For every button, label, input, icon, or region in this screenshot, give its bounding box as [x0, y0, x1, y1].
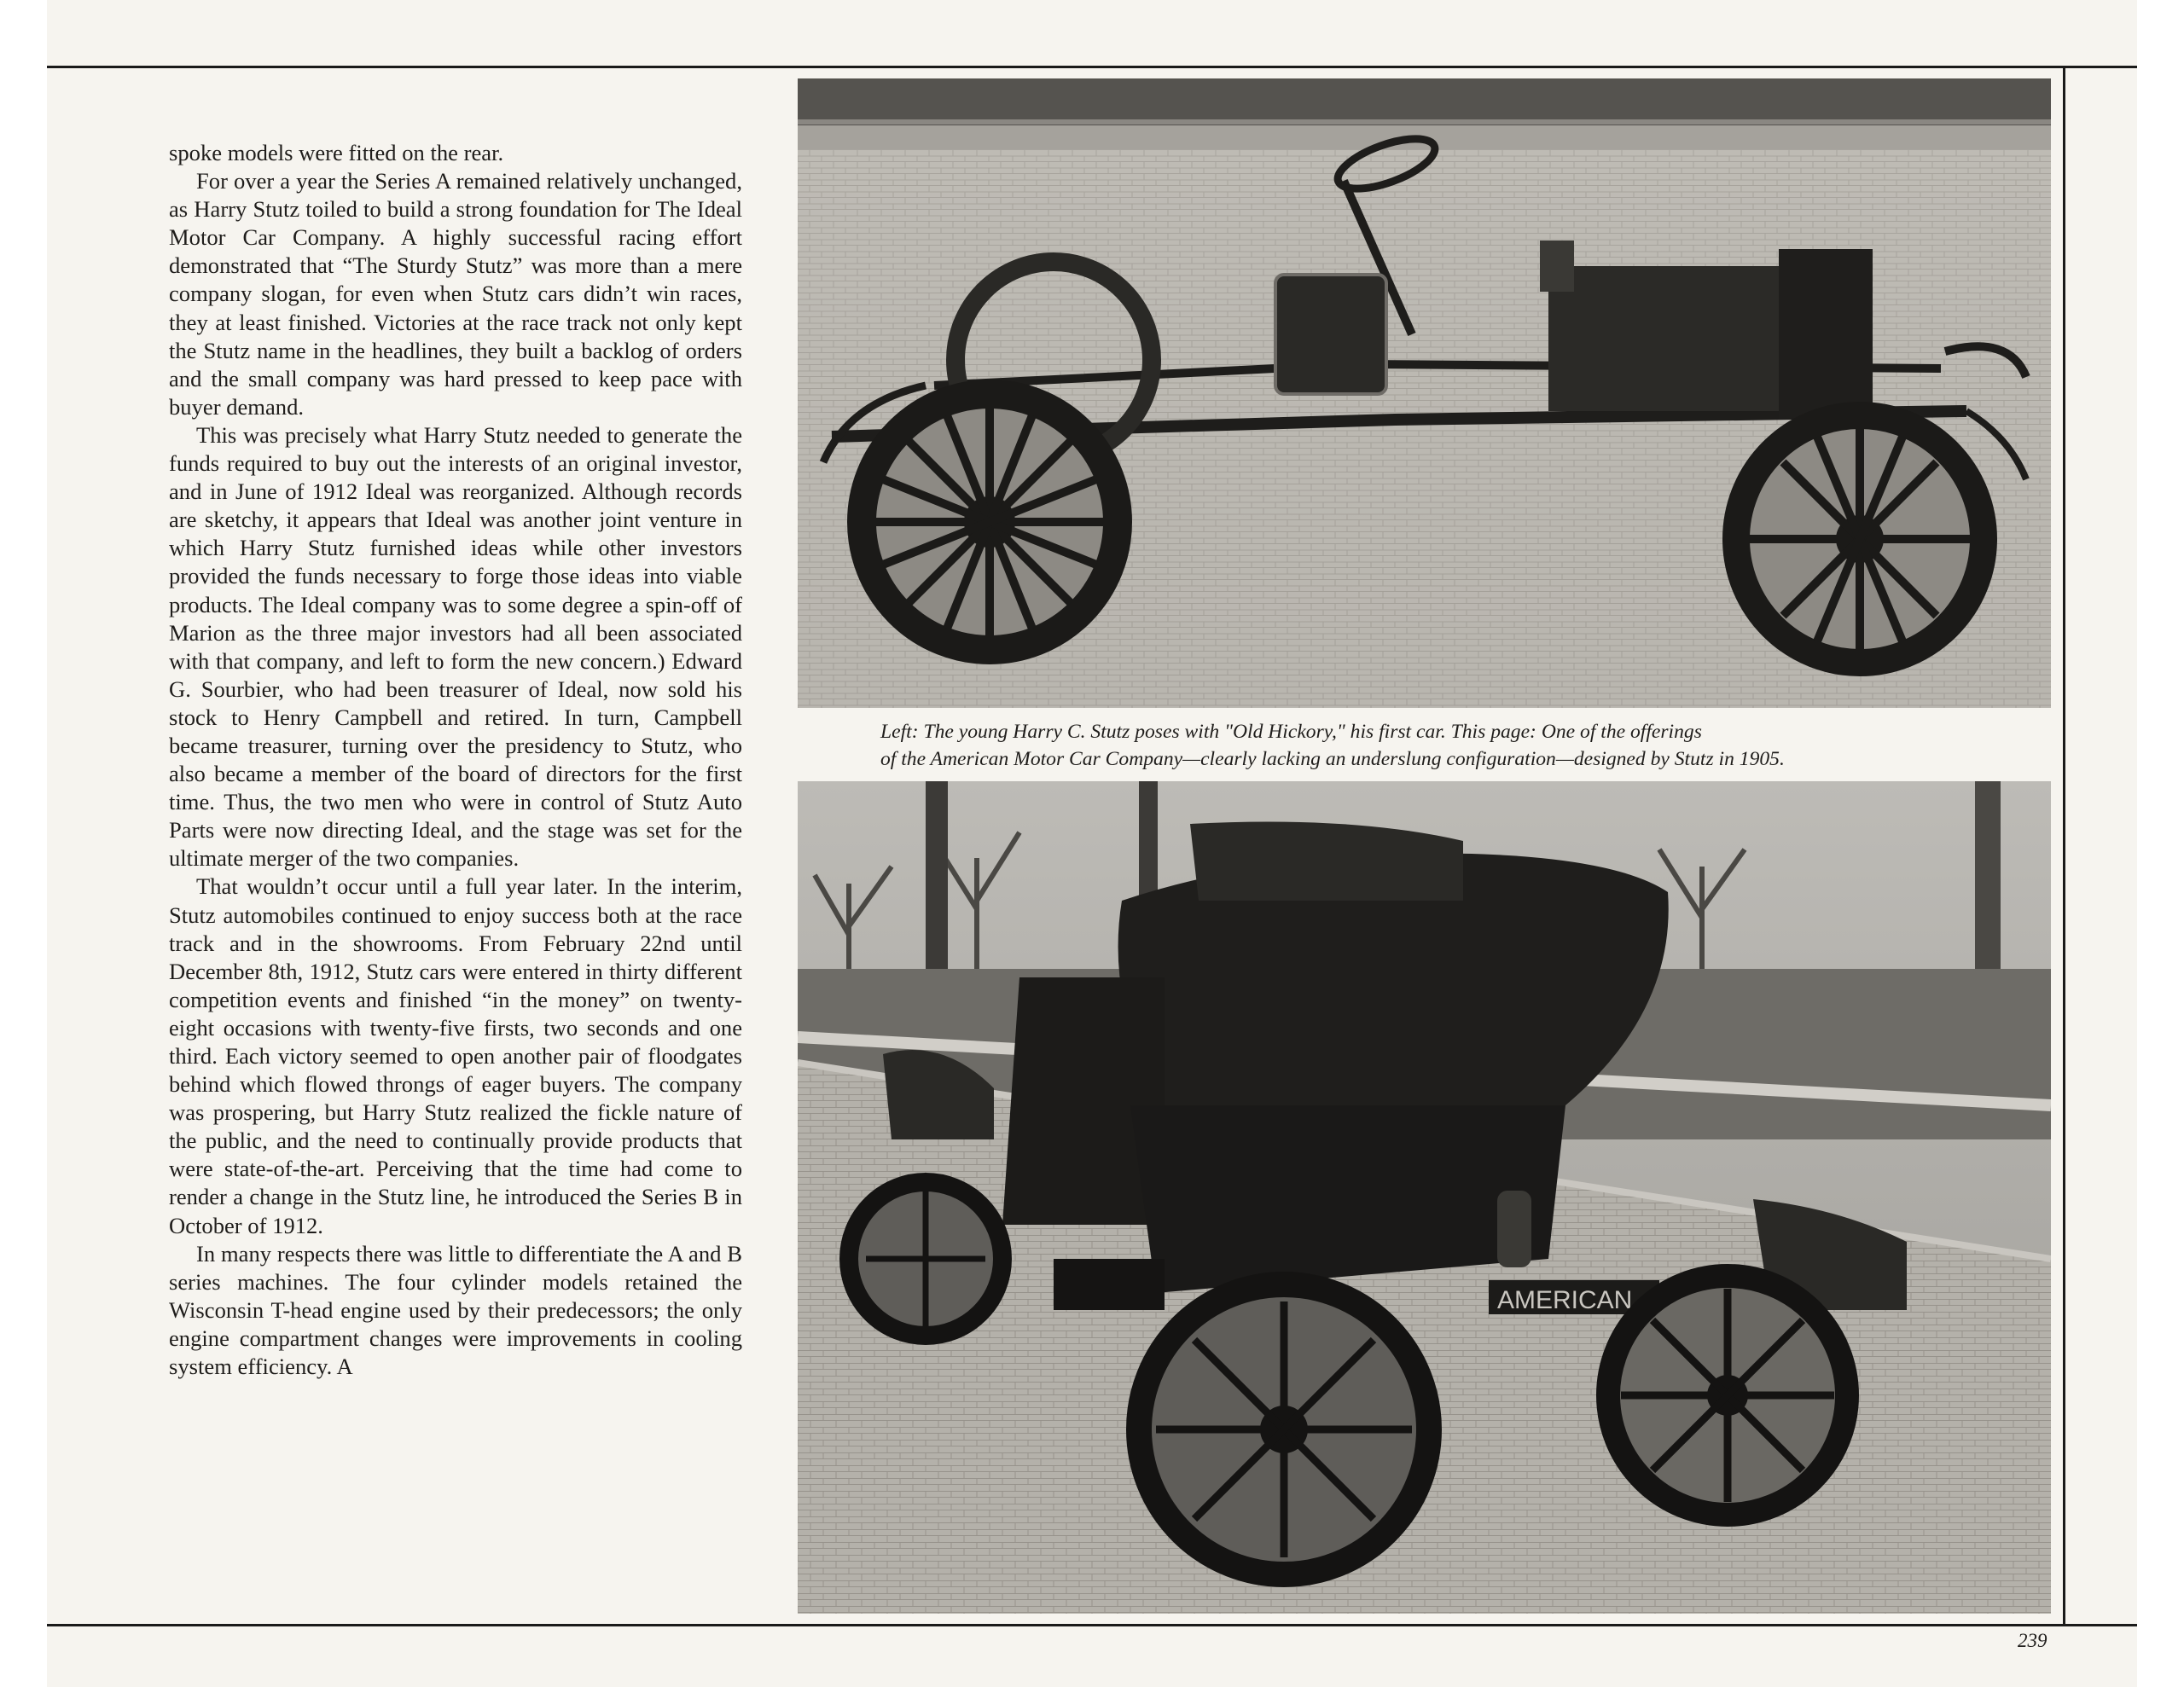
paragraph-3: This was precisely what Harry Stutz needed to generate the funds required to buy out the interests of an original investor, and in June of 1912 Ideal was reorganized. Although records are sketchy, it appears that Ideal was another joint venture in which Harry Stutz furnished ideas while other investors provided the funds necessary to forge those ideas into viable products. The Ideal company was to some degree a spin-off of Marion as the three major investors had all been associated with that company, and left to form the new concern.) Edward G. Sourbier, who had been treasurer of Ideal, now sold his stock to Henry Campbell and retired. In turn, Campbell became treasurer, turning over the presidency to Stutz, who also became a member of the board of directors for the first time. Thus, the two men who were in control of Stutz Auto Parts were now directing Ideal, and the stage was set for the ultimate merger of the two companies.	[169, 421, 742, 872]
touring-car-photo	[798, 781, 2051, 1614]
paragraph-5: In many respects there was little to differentiate the A and B series machines. The four cylinder models retained the Wisconsin T-head engine used by their predecessors; the only engine compartment changes were improvements in cooling system efficiency. A	[169, 1240, 742, 1380]
caption-line-2: of the American Motor Car Company—clearly lacking an underslung configuration—designed by Stutz in 1905.	[880, 748, 1785, 770]
license-plate-text: AMERICAN	[1497, 1286, 1633, 1314]
body-text-column	[169, 139, 742, 1381]
chassis-photo-illustration	[798, 78, 2051, 708]
page-number: 239	[2018, 1630, 2048, 1651]
right-frame-rule	[2063, 66, 2065, 1626]
paragraph-2: For over a year the Series A remained relatively unchanged, as Harry Stutz toiled to build a strong foundation for The Ideal Motor Car Company. A highly successful racing effort demonstrated that “The Sturdy Stutz” was more than a mere company slogan, for even when Stutz cars didn’t win races, they at least finished. Victories at the race track not only kept the Stutz name in the headlines, they built a backlog of orders and the small company was hard pressed to keep pace with buyer demand.	[169, 168, 742, 420]
touring-car-photo-illustration	[798, 781, 2051, 1614]
photo-caption	[880, 718, 2058, 773]
caption-line-1: Left: The young Harry C. Stutz poses with "Old Hickory," his first car. This page: One of the offerings	[880, 721, 1702, 743]
chassis-photo	[798, 78, 2051, 708]
bottom-rule	[47, 1624, 2137, 1626]
top-rule	[47, 66, 2137, 68]
paragraph-1: spoke models were fitted on the rear.	[169, 140, 504, 165]
paragraph-4: That wouldn’t occur until a full year later. In the interim, Stutz automobiles continued to enjoy success both at the race track and in the showrooms. From February 22nd until December 8th, 1912, Stutz cars were entered in thirty different competition events and finished “in the money” on twenty-eight occasions with twenty-five firsts, two seconds and one third. Each victory seemed to open another pair of floodgates behind which flowed throngs of eager buyers. The company was prospering, but Harry Stutz realized the fickle nature of the public, and the need to continually provide products that were state-of-the-art. Perceiving that the time had come to render a change in the Stutz line, he introduced the Series B in October of 1912.	[169, 873, 742, 1238]
